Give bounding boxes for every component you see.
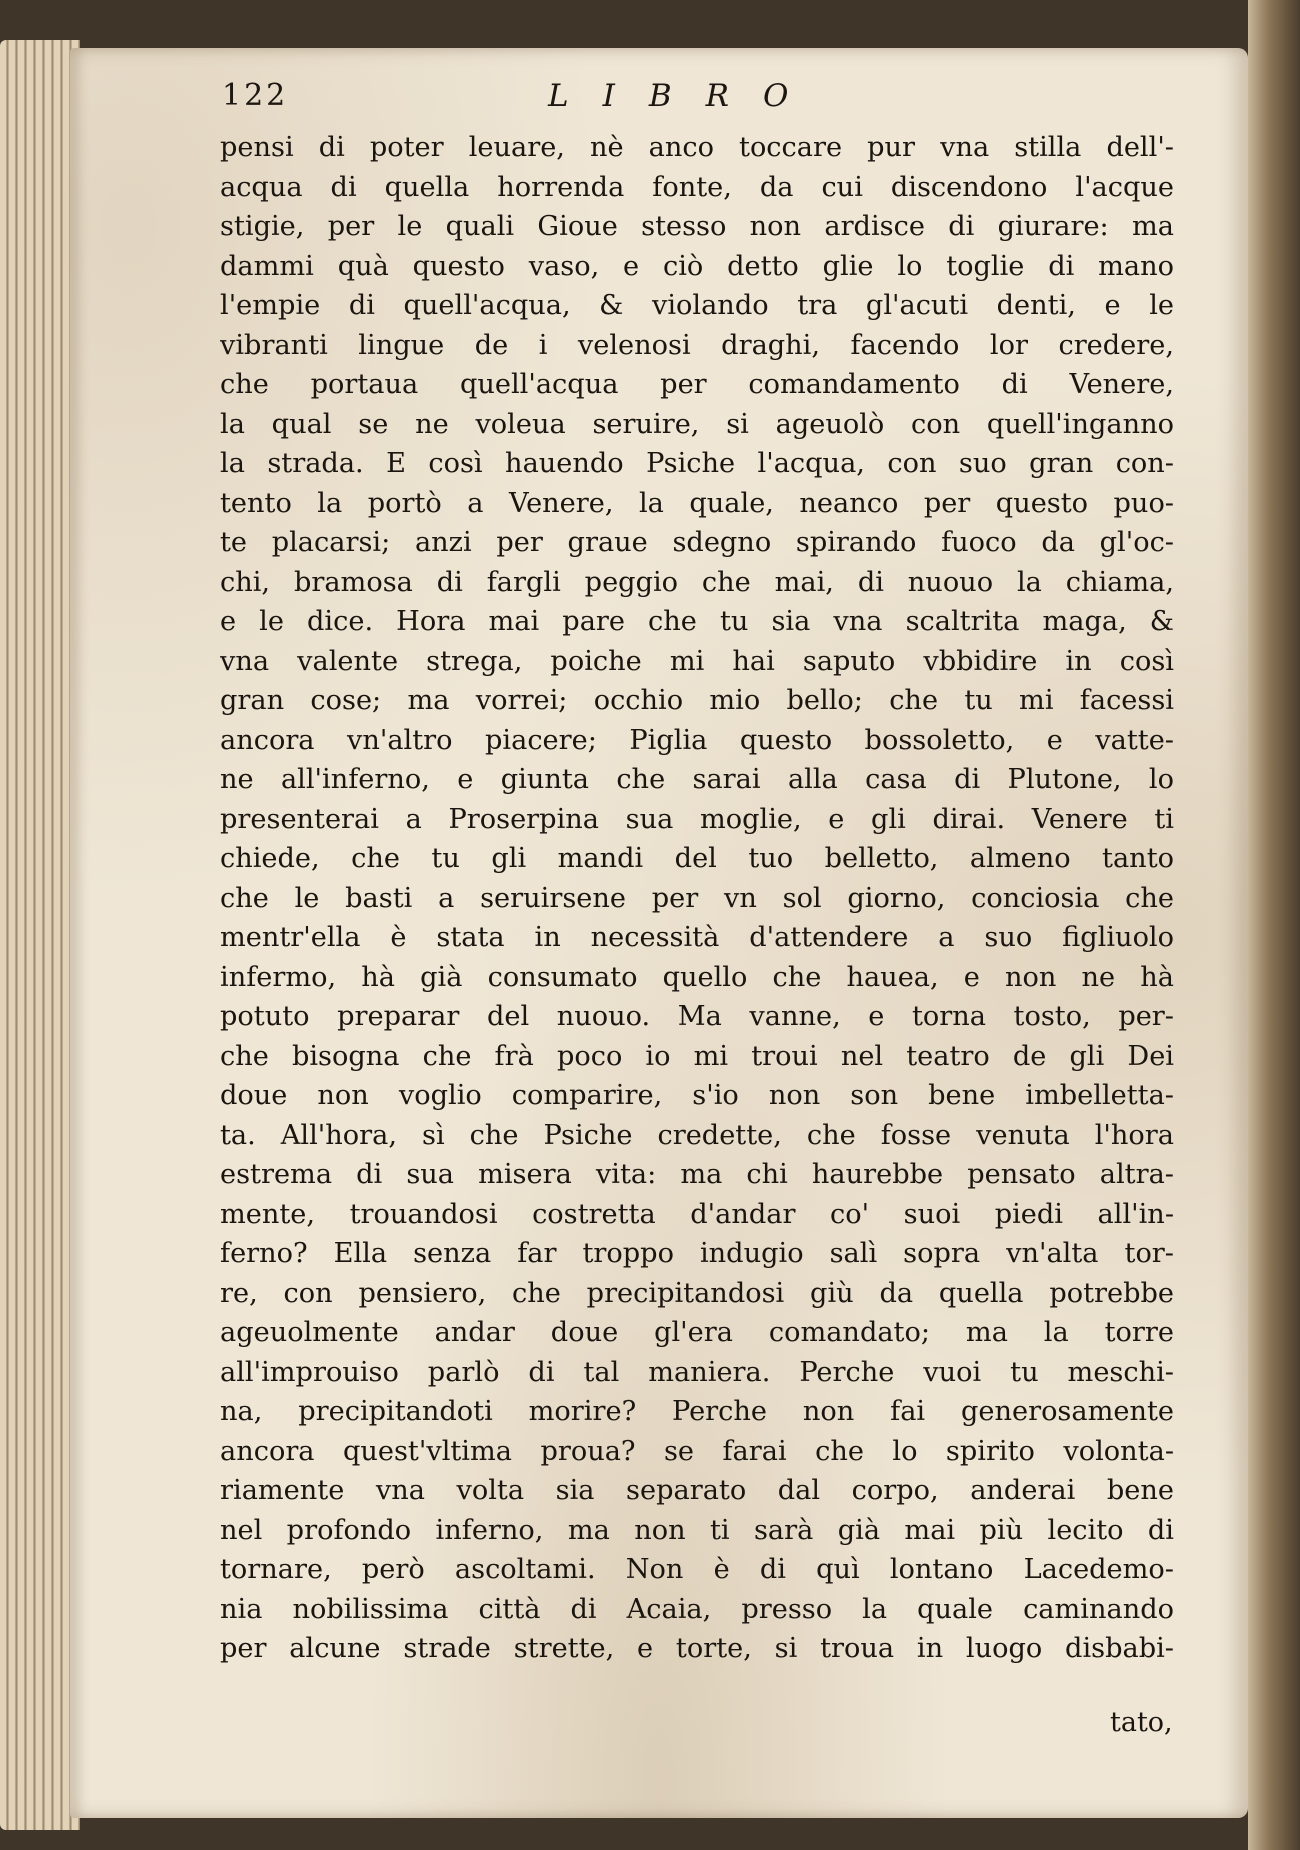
text-line: nel profondo inferno, ma non ti sarà già mai più lecito di xyxy=(220,1514,1174,1546)
text-line: ta. All'hora, sì che Psiche credette, che fosse venuta l'hora xyxy=(220,1119,1174,1151)
text-line: ne all'inferno, e giunta che sarai alla casa di Plutone, lo xyxy=(220,764,1174,795)
stacked-page-edges xyxy=(0,40,80,1830)
text-line: tornare, però ascoltami. Non è di quì lontano Lacedemo- xyxy=(220,1554,1174,1585)
text-line: e le dice. Hora mai pare che tu sia vna scaltrita maga, & xyxy=(220,606,1174,637)
text-line: la strada. E così hauendo Psiche l'acqua, con suo gran con- xyxy=(220,448,1174,479)
text-line: vna valente strega, poiche mi hai saputo vbbidire in così xyxy=(220,645,1174,677)
text-line: chi, bramosa di fargli peggio che mai, di nuouo la chiama, xyxy=(220,566,1174,598)
text-line: te placarsi; anzi per graue sdegno spirando fuoco da gl'oc- xyxy=(220,527,1174,558)
text-line: na, precipitandoti morire? Perche non fai generosamente xyxy=(220,1396,1174,1427)
text-line: ancora vn'altro piacere; Piglia questo bossoletto, e vatte- xyxy=(220,724,1174,756)
text-line: potuto preparar del nuouo. Ma vanne, e torna tosto, per- xyxy=(220,1001,1174,1032)
text-line: all'improuiso parlò di tal maniera. Perche vuoi tu meschi- xyxy=(220,1356,1174,1388)
text-line: stigie, per le quali Gioue stesso non ardisce di giurare: ma xyxy=(220,211,1174,242)
text-line: ferno? Ella senza far troppo indugio salì sopra vn'alta tor- xyxy=(220,1238,1174,1269)
book-binding-edge xyxy=(1248,0,1300,1850)
text-line: chiede, che tu gli mandi del tuo belletto, almeno tanto xyxy=(220,843,1174,874)
text-line: presenterai a Proserpina sua moglie, e gli dirai. Venere ti xyxy=(220,803,1174,835)
text-line: ancora quest'vltima proua? se farai che lo spirito volonta- xyxy=(220,1435,1174,1467)
text-line: pensi di poter leuare, nè anco toccare pur vna stilla dell'- xyxy=(220,132,1174,163)
text-line: tento la portò a Venere, la quale, neanco per questo puo- xyxy=(220,487,1174,519)
text-line: che portaua quell'acqua per comandamento di Venere, xyxy=(220,369,1174,400)
page-header xyxy=(222,78,982,122)
text-line: mentr'ella è stata in necessità d'attendere a suo figliuolo xyxy=(220,922,1174,953)
text-line: dammi quà questo vaso, e ciò detto glie lo toglie di mano xyxy=(220,250,1174,282)
text-line: vibranti lingue de i velenosi draghi, facendo lor credere, xyxy=(220,329,1174,361)
text-line: estrema di sua misera vita: ma chi haurebbe pensato altra- xyxy=(220,1159,1174,1190)
text-line: ageuolmente andar doue gl'era comandato; ma la torre xyxy=(220,1317,1174,1348)
text-line: riamente vna volta sia separato dal corpo, anderai bene xyxy=(220,1475,1174,1506)
text-line: che le basti a seruirsene per vn sol giorno, conciosia che xyxy=(220,882,1174,914)
catchword: tato, xyxy=(1110,1707,1173,1738)
text-line: gran cose; ma vorrei; occhio mio bello; che tu mi facessi xyxy=(220,685,1174,716)
text-line: mente, trouandosi costretta d'andar co' suoi piedi all'in- xyxy=(220,1198,1174,1230)
page-number: 122 xyxy=(222,78,289,113)
text-line: re, con pensiero, che precipitandosi giù da quella potrebbe xyxy=(220,1277,1174,1309)
text-line: infermo, hà già consumato quello che hauea, e non ne hà xyxy=(220,961,1174,993)
body-text xyxy=(220,128,1174,1669)
text-line: doue non voglio comparire, s'io non son bene imbelletta- xyxy=(220,1080,1174,1111)
text-line: che bisogna che frà poco io mi troui nel teatro de gli Dei xyxy=(220,1040,1174,1072)
running-head: LIBRO xyxy=(548,78,823,114)
text-line: acqua di quella horrenda fonte, da cui discendono l'acque xyxy=(220,171,1174,203)
text-line: nia nobilissima città di Acaia, presso la quale caminando xyxy=(220,1593,1174,1625)
text-line: l'empie di quell'acqua, & violando tra gl'acuti denti, e le xyxy=(220,290,1174,321)
text-line: la qual se ne voleua seruire, si ageuolò con quell'inganno xyxy=(220,408,1174,440)
text-line: per alcune strade strette, e torte, si troua in luogo disbabi- xyxy=(220,1633,1174,1664)
